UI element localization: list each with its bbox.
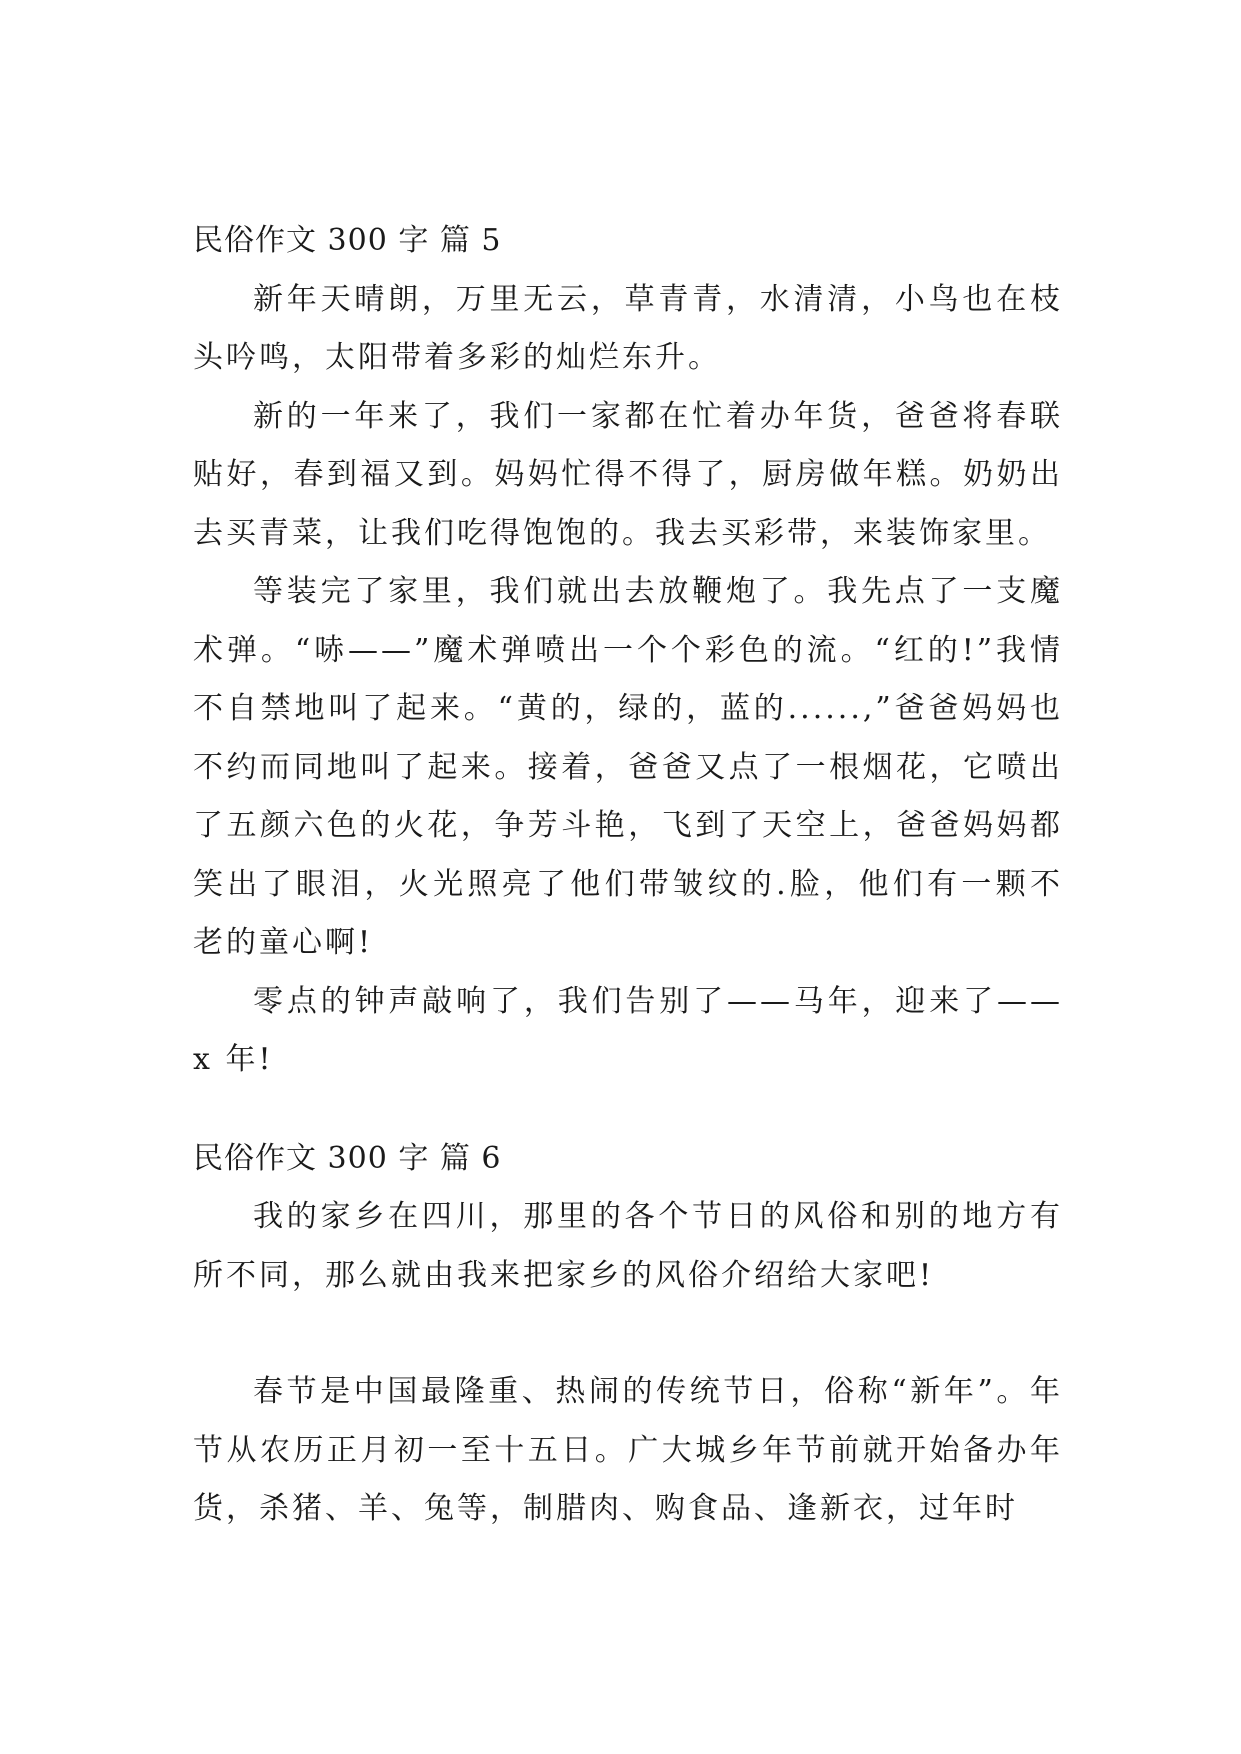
section-spacer <box>193 1090 1063 1130</box>
section-title-6: 民俗作文 300 字 篇 6 <box>193 1140 502 1176</box>
document-page <box>193 212 1063 1539</box>
paragraph: 新年天晴朗，万里无云，草青青，水清清，小鸟也在枝头吟鸣，太阳带着多彩的灿烂东升。 <box>193 281 1063 375</box>
paragraph: 春节是中国最隆重、热闹的传统节日，俗称“新年”。年节从农历正月初一至十五日。广大城乡年节前就开始备办年货，杀猪、羊、兔等，制腊肉、购食品、逢新衣，过年时 <box>193 1374 1063 1526</box>
paragraph: 我的家乡在四川，那里的各个节日的风俗和别的地方有所不同，那么就由我来把家乡的风俗介绍给大家吧! <box>193 1199 1063 1293</box>
paragraph: 等装完了家里，我们就出去放鞭炮了。我先点了一支魔术弹。“哧——”魔术弹喷出一个个彩色的流。“红的!”我情不自禁地叫了起来。“黄的，绿的，蓝的......,”爸爸妈妈也不约而同地叫了起来。接着，爸爸又点了一根烟花，它喷出了五颜六色的火花，争芳斗艳，飞到了天空上，爸爸妈妈都笑出了眼泪，火光照亮了他们带皱纹的.脸，他们有一颗不老的童心啊! <box>193 574 1063 960</box>
paragraph: 零点的钟声敲响了，我们告别了——马年，迎来了——x 年! <box>193 983 1063 1077</box>
section-title-5: 民俗作文 300 字 篇 5 <box>193 223 502 258</box>
paragraph: 新的一年来了，我们一家都在忙着办年货，爸爸将春联贴好，春到福又到。妈妈忙得不得了，厨房做年糕。奶奶出去买青菜，让我们吃得饱饱的。我去买彩带，来装饰家里。 <box>193 398 1063 551</box>
paragraph-spacer <box>193 1305 1063 1363</box>
